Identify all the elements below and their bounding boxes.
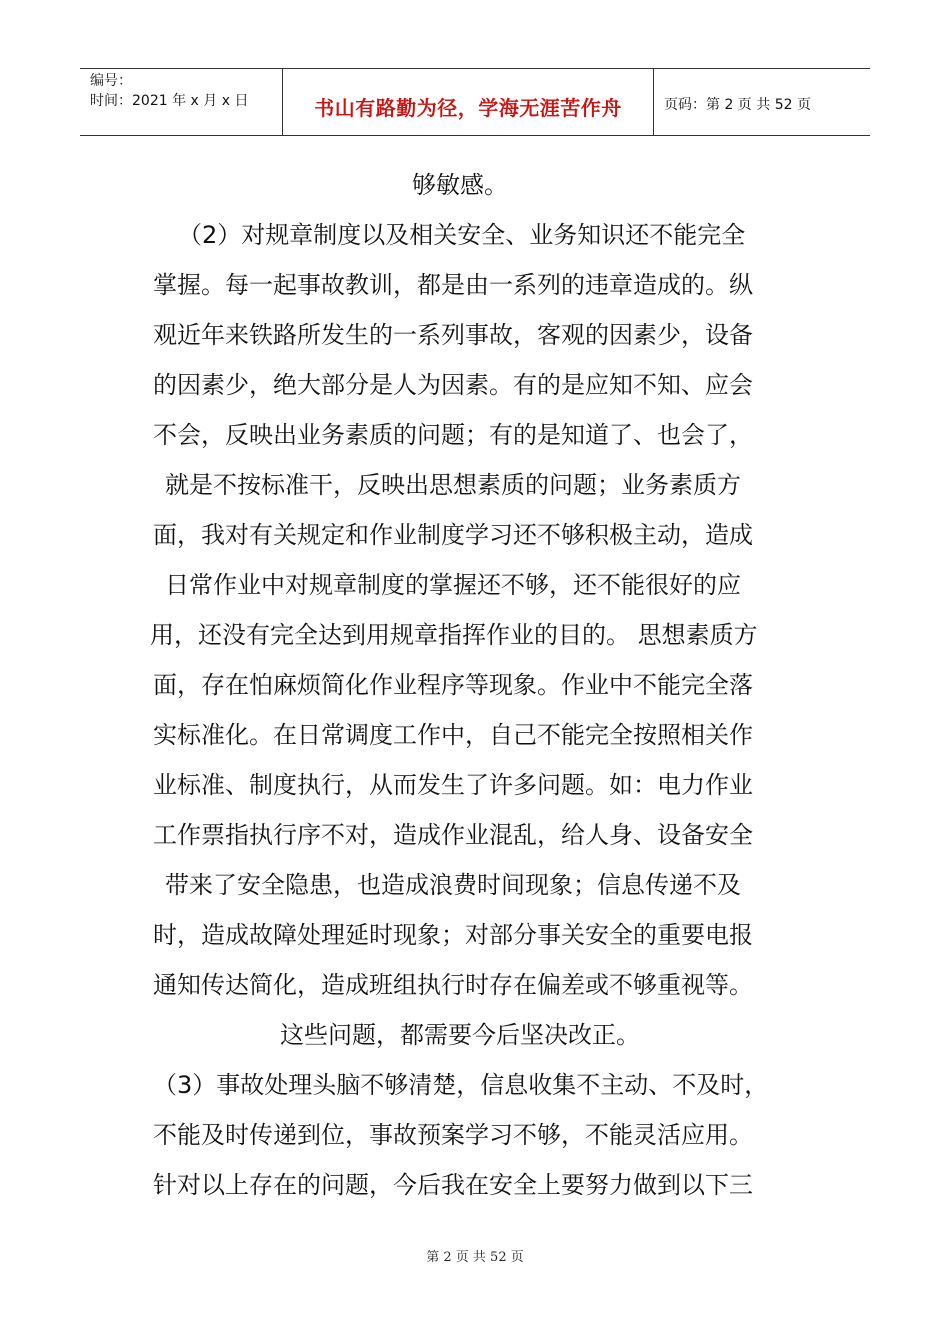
body-line-21: 针对以上存在的问题，今后我在安全上要努力做到以下三 [153,1171,753,1199]
body-line-7: 就是不按标准干，反映出思想素质的问题；业务素质方 [165,471,741,499]
page-footer: 第 2 页 共 52 页 [426,1250,524,1265]
body-line-3: 掌握。每一起事故教训，都是由一系列的违章造成的。纵 [153,271,753,299]
body-line-15: 带来了安全隐患，也造成浪费时间现象；信息传递不及 [165,871,741,899]
body-line-12: 实标准化。在日常调度工作中，自己不能完全按照相关作 [153,721,753,749]
body-line-19: （3）事故处理头脑不够清楚，信息收集不主动、不及时， [153,1071,769,1099]
header-motto: 书山有路勤为径，学海无涯苦作舟 [282,69,654,135]
body-line-11: 面，存在怕麻烦简化作业程序等现象。作业中不能完全落 [153,671,753,699]
body-line-4: 观近年来铁路所发生的一系列事故，客观的因素少，设备 [153,321,753,349]
body-line-18: 这些问题，都需要今后坚决改正。 [280,1021,640,1049]
body-line-16: 时，造成故障处理延时现象；对部分事关安全的重要电报 [153,921,753,949]
body-line-14: 工作票指执行序不对，造成作业混乱，给人身、设备安全 [153,821,753,849]
body-line-2: （2）对规章制度以及相关安全、业务知识还不能完全 [178,221,746,249]
date-label: 时间：2021 年 x 月 x 日 [90,93,249,109]
body-line-5: 的因素少，绝大部分是人为因素。有的是应知不知、应会 [153,371,753,399]
body-line-10: 用，还没有完全达到用规章指挥作业的目的。 思想素质方 [150,621,758,649]
header-page-info: 页码：第 2 页 共 52 页 [664,97,811,113]
header-meta [80,69,282,135]
body-line-1: 够敏感。 [412,171,508,199]
serial-label: 编号： [90,73,132,89]
body-line-6: 不会，反映出业务素质的问题；有的是知道了、也会了， [153,421,753,449]
body-line-9: 日常作业中对规章制度的掌握还不够，还不能很好的应 [165,571,741,599]
body-line-20: 不能及时传递到位，事故预案学习不够，不能灵活应用。 [153,1121,753,1149]
body-line-17: 通知传达简化，造成班组执行时存在偏差或不够重视等。 [153,971,753,999]
body-line-8: 面，我对有关规定和作业制度学习还不够积极主动，造成 [153,521,753,549]
body-line-13: 业标准、制度执行，从而发生了许多问题。如：电力作业 [153,771,753,799]
page-header [80,68,870,136]
